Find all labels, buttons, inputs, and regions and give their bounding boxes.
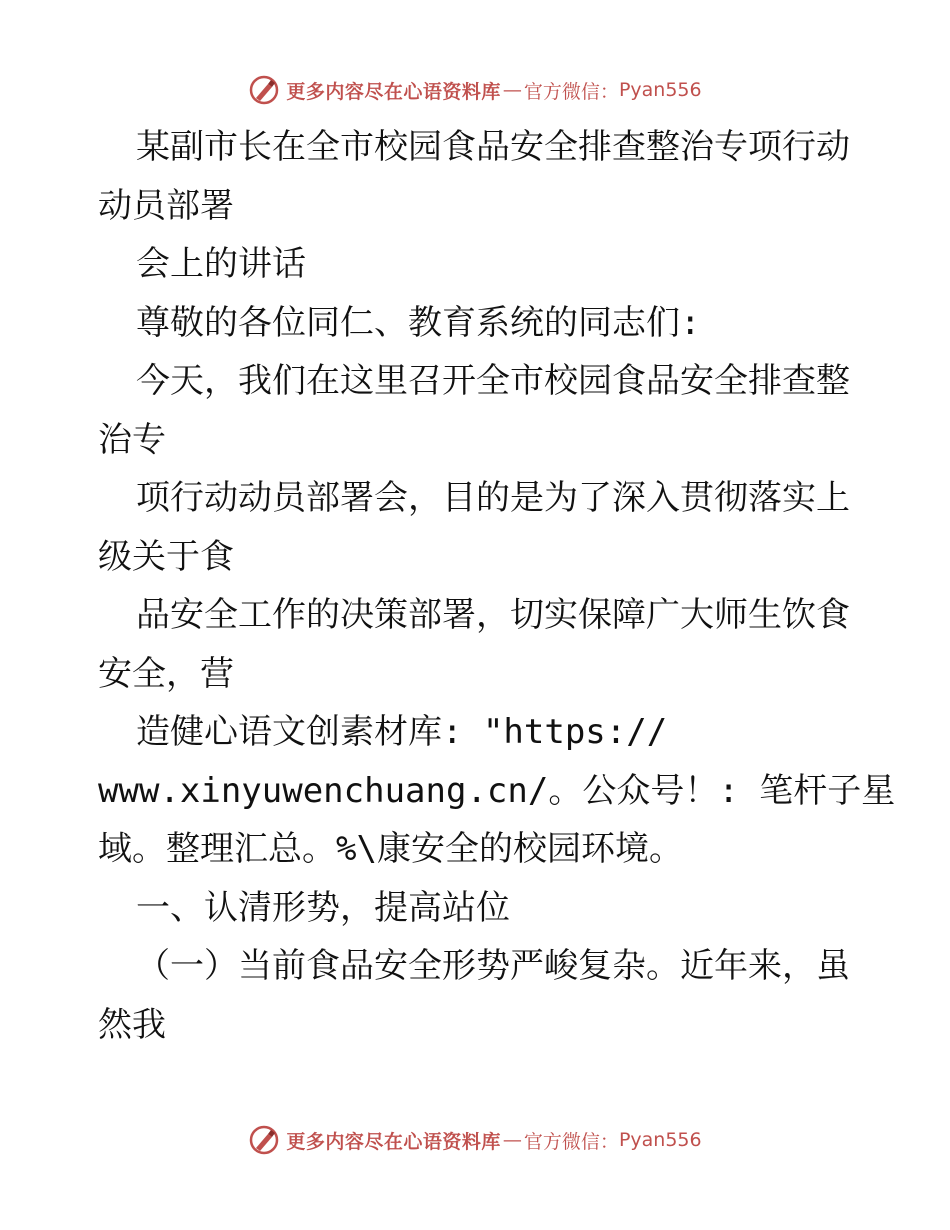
text-line: 治专 <box>98 419 166 460</box>
text-line: 会上的讲话 <box>136 244 306 284</box>
text-line: 品安全工作的决策部署，切实保障广大师生饮食 <box>136 595 850 635</box>
text-line: 尊敬的各位同仁、教育系统的同志们: <box>136 302 701 343</box>
text-line: 动员部署 <box>98 185 234 226</box>
footer-watermark-banner <box>0 1120 950 1160</box>
banner-dash: — <box>502 79 522 101</box>
header-watermark-banner <box>0 70 950 110</box>
pen-logo-icon <box>248 1124 280 1156</box>
text-line: 造健心语文创素材库: "https:// <box>136 712 668 752</box>
text-line: 项行动动员部署会，目的是为了深入贯彻落实上 <box>136 478 850 518</box>
text-line: 安全，营 <box>98 653 234 694</box>
banner-dash: — <box>502 1129 522 1151</box>
text-line: 域。整理汇总。%\康安全的校园环境。 <box>98 829 683 869</box>
document-body <box>98 118 896 1054</box>
banner-text: 更多内容尽在心语资料库 <box>286 1130 501 1153</box>
text-line: 某副市长在全市校园食品安全排查整治专项行动 <box>136 127 850 167</box>
text-line: （一）当前食品安全形势严峻复杂。近年来，虽 <box>136 946 850 986</box>
text-line: 今天，我们在这里召开全市校园食品安全排查整 <box>136 361 850 401</box>
banner-wechat-id: Pyan556 <box>618 1129 702 1151</box>
banner-text: 更多内容尽在心语资料库 <box>286 80 501 103</box>
pen-logo-icon <box>248 74 280 106</box>
banner-wechat-id: Pyan556 <box>618 79 702 101</box>
banner-wechat-label: 官方微信： <box>523 80 619 103</box>
text-line: www.xinyuwenchuang.cn/。公众号！: 笔杆子星 <box>98 770 896 811</box>
banner-wechat-label: 官方微信： <box>523 1130 619 1153</box>
text-line: 然我 <box>98 1004 166 1045</box>
text-line: 一、认清形势，提高站位 <box>136 887 510 928</box>
text-line: 级关于食 <box>98 536 234 577</box>
